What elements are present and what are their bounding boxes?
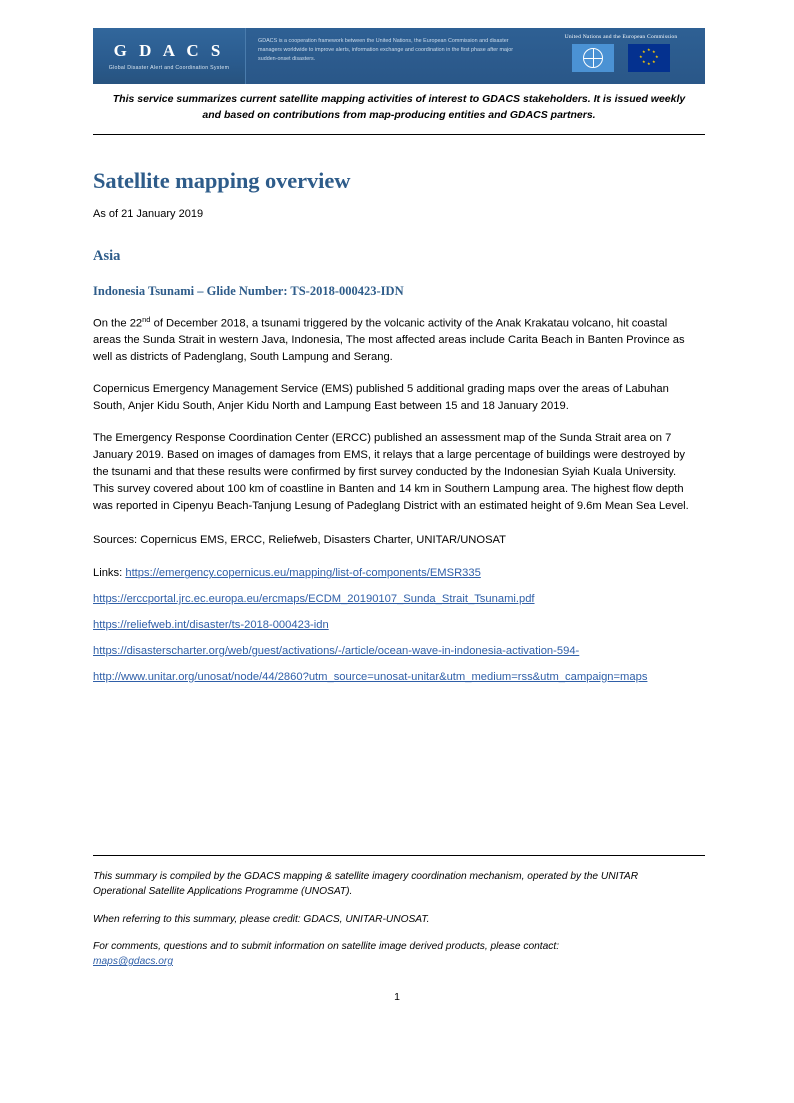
link-disasters-charter[interactable]: https://disasterscharter.org/web/guest/activations/-/article/ocean-wave-in-indonesia-activation-594- [93, 644, 580, 657]
gdacs-header-banner [93, 28, 705, 84]
paragraph-3: The Emergency Response Coordination Center (ERCC) published an assessment map of the Sunda Strait area on 7 January 2019. Based on images of damages from EMS, it relays that a large percentage of buildings were destroyed by the tsunami and that these results were confirmed by first survey conducted by the Indonesian Syiah Kuala University. This survey covered about 100 km of coastline in Banten and 14 km in Southern Lampung area. The highest flow depth was reported in Cipenyu Beach-Tanjung Lesung of Padeglang District with an estimated height of 9.6m Mean Sea Level. [93, 432, 689, 513]
links-block [93, 565, 706, 685]
event-heading-indonesia-tsunami: Indonesia Tsunami – Glide Number: TS-2018-000423-IDN [93, 283, 404, 298]
un-flag-icon [572, 44, 614, 72]
region-heading-asia: Asia [93, 247, 121, 264]
paragraph-2: Copernicus Emergency Management Service (EMS) published 5 additional grading maps over the areas of Labuhan South, Anjer Kidu South, Anjer Kidu North and Lampung East between 15 and 18 January 2019. [93, 383, 669, 413]
footer-contact-text: For comments, questions and to submit information on satellite image derived products, please contact: [93, 941, 560, 953]
link-line-5 [93, 669, 690, 686]
partners-title: United Nations and the European Commission [564, 34, 678, 40]
footer-line-1: This summary is compiled by the GDACS mapping & satellite imagery coordination mechanism, operated by the UNITAR Operational Satellite Applications Programme (UNOSAT). [93, 871, 639, 897]
eu-flag-icon [628, 44, 670, 72]
partners-block [537, 28, 705, 84]
page-number: 1 [394, 991, 400, 1003]
paragraph-1-pre: On the 22 [93, 317, 143, 330]
link-reliefweb-disaster[interactable]: https://reliefweb.int/disaster/ts-2018-000423-idn [93, 619, 329, 631]
contact-email-link[interactable]: maps@gdacs.org [93, 956, 173, 968]
as-of-date: As of 21 January 2019 [93, 207, 204, 220]
gdacs-logo-subtitle: Global Disaster Alert and Coordination System [108, 64, 230, 71]
paragraph-1-ordinal: nd [142, 314, 151, 324]
link-ercc-map-pdf[interactable]: https://erccportal.jrc.ec.europa.eu/ercmaps/ECDM_20190107_Sunda_Strait_Tsunami.pdf [93, 593, 535, 606]
footer-divider [93, 855, 705, 856]
link-unitar-unosat[interactable]: http://www.unitar.org/unosat/node/44/2860?utm_source=unosat-unitar&utm_medium=rss&utm_campaign=maps [93, 670, 648, 683]
gdacs-logo-text: G D A C S [113, 40, 225, 60]
partner-flags [572, 44, 670, 72]
gdacs-logo-block [93, 28, 246, 84]
footer-line-3 [93, 940, 693, 970]
paragraph-1-post: of December 2018, a tsunami triggered by the volcanic activity of the Anak Krakatau volcano, hit coastal areas the Sunda Strait in western Java, Indonesia, The most affected areas include Carita Beach in Banten Province as well as districts of Padenglang, South Lampung and Serang. [93, 317, 685, 364]
link-line-1 [93, 565, 690, 582]
link-line-2 [93, 591, 690, 608]
document-footer [93, 855, 705, 983]
paragraph-1 [93, 314, 690, 367]
service-intro-statement: This service summarizes current satellite mapping activities of interest to GDACS stakeholders. It is issued weekly and based on contributions from map-producing entities and GDACS partners. [93, 84, 705, 135]
eu-stars-icon: ★ ★ ★ ★ ★ ★ ★ ★ [639, 47, 659, 66]
link-line-3 [93, 617, 690, 634]
link-line-4 [93, 643, 690, 660]
gdacs-description: GDACS is a cooperation framework between the United Nations, the European Commission and disaster managers worldwide to improve alerts, information exchange and coordination in the first phase after major sudden-onset disasters. [246, 28, 537, 84]
links-label: Links: [93, 567, 126, 580]
footer-line-2: When referring to this summary, please credit: GDACS, UNITAR-UNOSAT. [93, 913, 430, 925]
link-copernicus-emsr335[interactable]: https://emergency.copernicus.eu/mapping/list-of-components/EMSR335 [125, 567, 481, 580]
sources-line: Sources: Copernicus EMS, ERCC, Reliefweb, Disasters Charter, UNITAR/UNOSAT [93, 534, 507, 547]
page-title: Satellite mapping overview [93, 167, 351, 193]
